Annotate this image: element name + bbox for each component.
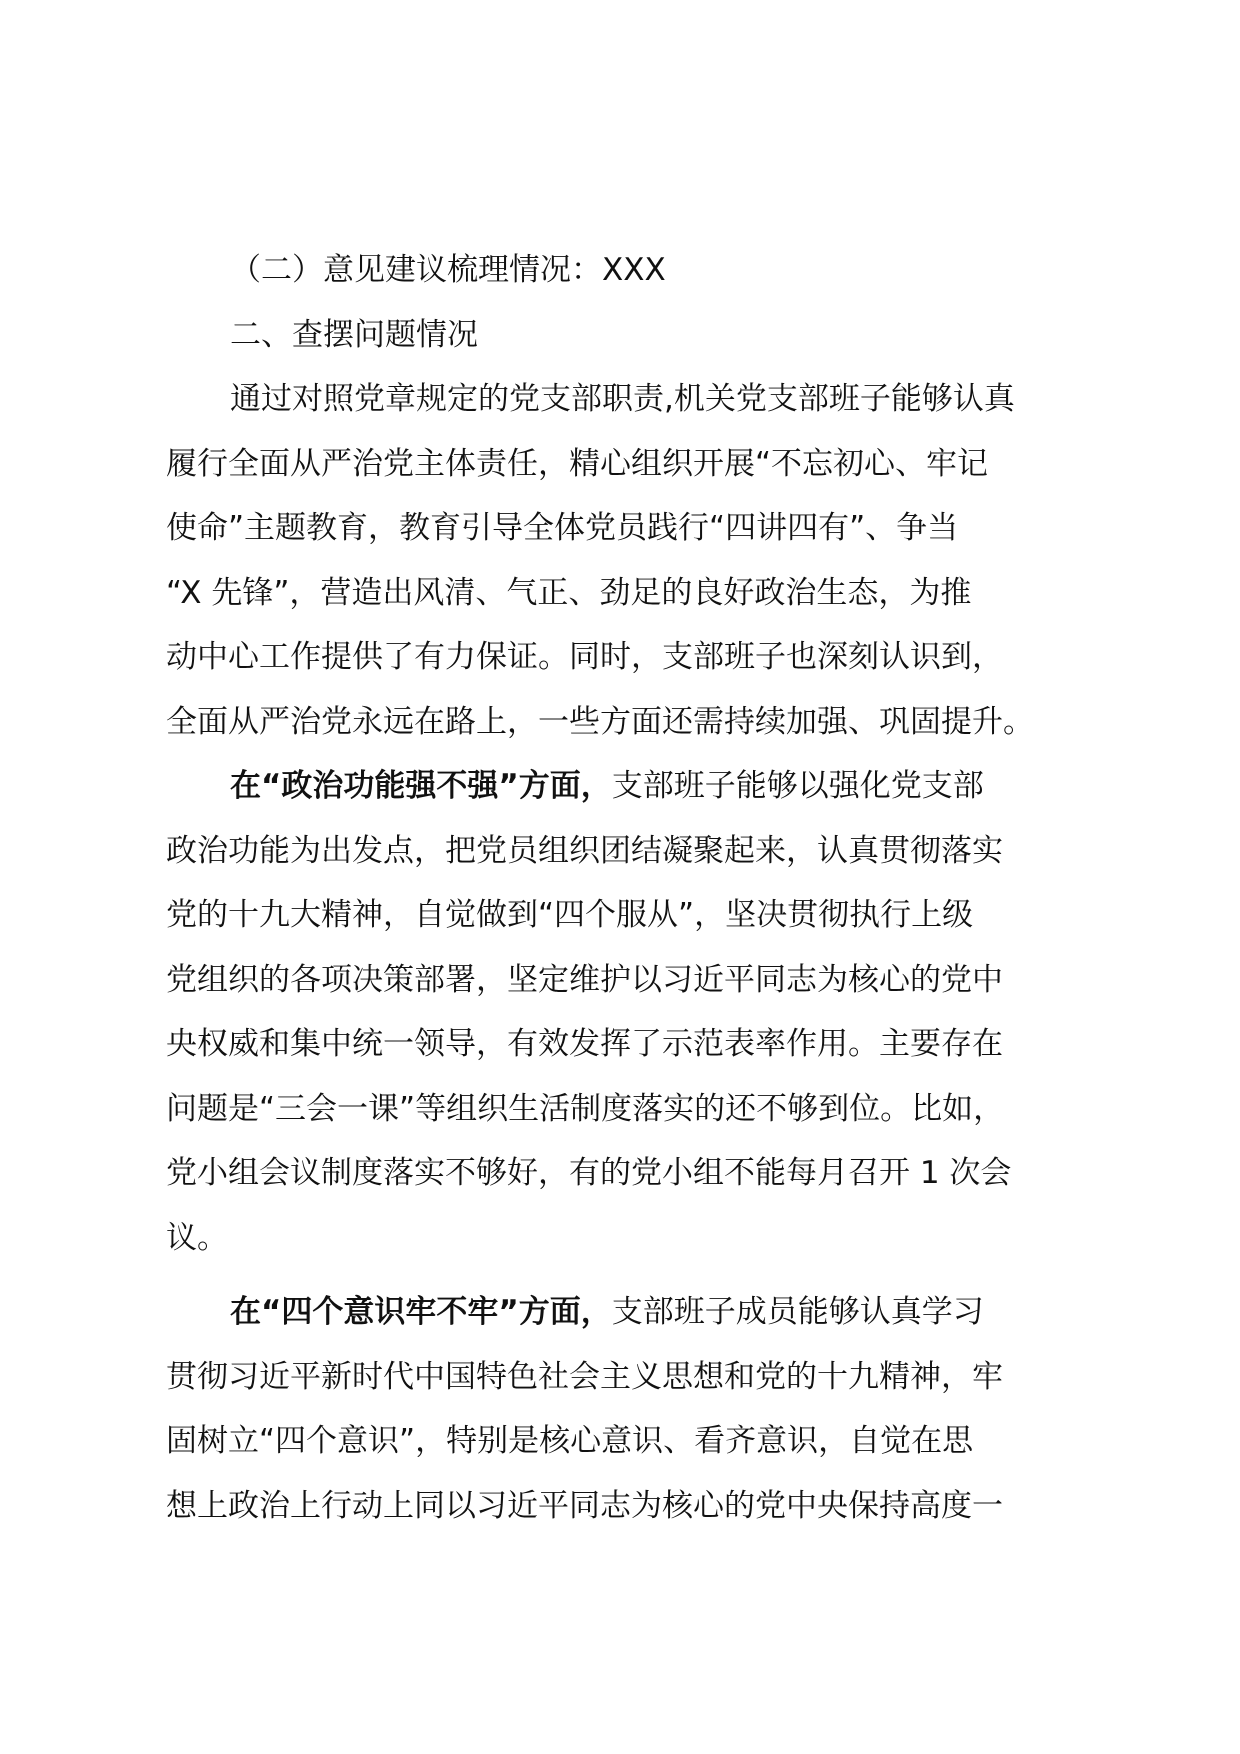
paragraph-line: 全面从严治党永远在路上，一些方面还需持续加强、巩固提升。 [166,703,1034,740]
paragraph-first-line [166,1280,1086,1345]
paragraph-line: 党组织的各项决策部署，坚定维护以习近平同志为核心的党中 [166,961,1003,998]
subheading-opinions [166,238,1086,303]
subheading-text: （二）意见建议梳理情况：XXX [230,252,666,288]
paragraph-line: “X 先锋”，营造出风清、气正、劲足的良好政治生态，为推 [166,574,972,611]
paragraph-line: 议。 [166,1219,228,1256]
document-body [166,238,1086,1538]
paragraph-first-line [166,754,1086,819]
paragraph-four-consciousness [166,1280,1086,1538]
paragraph-overview [166,367,1086,754]
paragraph-line: 使命”主题教育，教育引导全体党员践行“四讲四有”、争当 [166,510,959,546]
paragraph-line: 贯彻习近平新时代中国特色社会主义思想和党的十九精神，牢 [166,1358,1003,1395]
paragraph-line: 央权威和集中统一领导，有效发挥了示范表率作用。主要存在 [166,1026,1003,1062]
bold-lead-text: 在“四个意识牢不牢”方面， [230,1294,612,1330]
section-title [166,303,1086,368]
paragraph-line: 固树立“四个意识”，特别是核心意识、看齐意识，自觉在思 [166,1423,974,1459]
section-title-text: 二、查摆问题情况 [230,316,478,353]
paragraph-line: 想上政治上行动上同以习近平同志为核心的党中央保持高度一 [166,1487,1003,1524]
paragraph-line: 通过对照党章规定的党支部职责,机关党支部班子能够认真 [230,381,1015,417]
bold-lead-text: 在“政治功能强不强”方面， [230,768,612,804]
paragraph-line: 党的十九大精神，自觉做到“四个服从”，坚决贯彻执行上级 [166,897,974,933]
paragraph-line: 党小组会议制度落实不够好，有的党小组不能每月召开 1 次会 [166,1155,1012,1191]
paragraph-line: 政治功能为出发点，把党员组织团结凝聚起来，认真贯彻落实 [166,832,1003,869]
paragraph-line: 问题是“三会一课”等组织生活制度落实的还不够到位。比如， [166,1090,1005,1127]
paragraph-political-function [166,754,1086,1270]
lead-rest-text: 支部班子能够以强化党支部 [611,768,984,804]
paragraph-line: 履行全面从严治党主体责任，精心组织开展“不忘初心、牢记 [166,445,989,482]
lead-rest-text: 支部班子成员能够认真学习 [611,1294,984,1330]
paragraph-line: 动中心工作提供了有力保证。同时，支部班子也深刻认识到， [166,639,1003,675]
